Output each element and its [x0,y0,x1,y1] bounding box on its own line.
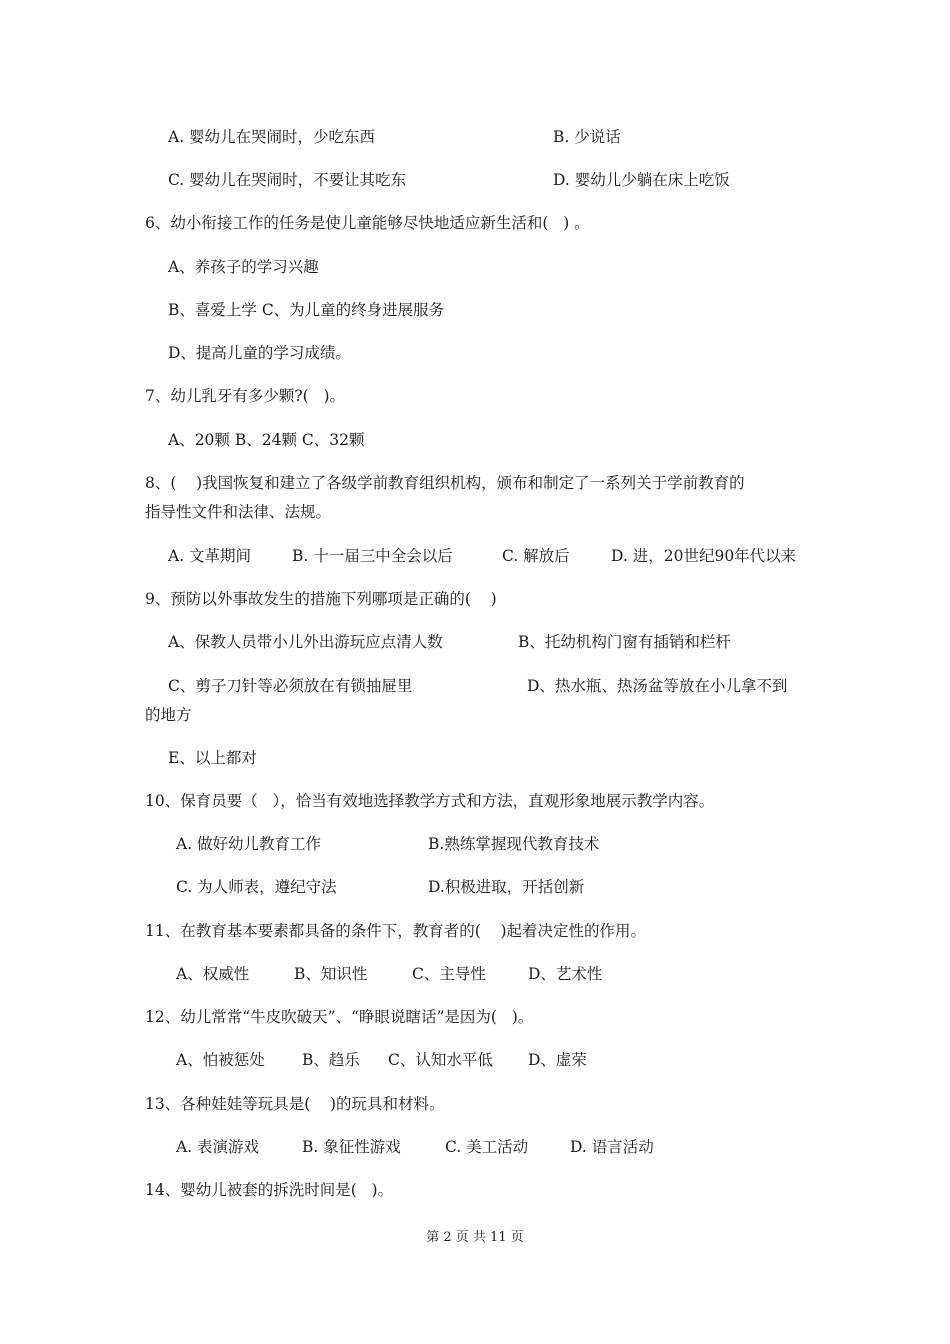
option-11a: A、权威性 [176,965,250,983]
option-11d: D、艺术性 [528,965,603,983]
option-8a: A. 文革期间 [168,547,252,565]
question-12: 12、幼儿常常“牛皮吹破天”、“睁眼说瞎话”是因为( )。 [145,1008,534,1026]
option-10d: D.积极进取，开括创新 [428,878,585,896]
option-6bc: B、喜爱上学 C、为儿童的终身进展服务 [168,301,445,319]
option-9b: B、托幼机构门窗有插销和栏杆 [518,633,731,651]
question-14: 14、婴幼儿被套的拆洗时间是( )。 [145,1181,394,1199]
option-13d: D. 语言活动 [570,1138,654,1156]
option-8c: C. 解放后 [502,547,570,565]
page-footer: 第 2 页 共 11 页 [426,1230,524,1245]
option-10a: A. 做好幼儿教育工作 [176,835,322,853]
option-12c: C、认知水平低 [388,1051,493,1069]
option-13c: C. 美工活动 [445,1138,529,1156]
option-10c: C. 为人师表，遵纪守法 [176,878,337,896]
question-8-cont: 指导性文件和法律、法规。 [145,503,332,521]
option-5d: D. 婴幼儿少躺在床上吃饭 [553,171,730,189]
question-13: 13、各种娃娃等玩具是( )的玩具和材料。 [145,1095,445,1113]
option-12b: B、趋乐 [302,1051,360,1069]
option-5b: B. 少说话 [553,128,621,146]
option-9d: D、热水瓶、热汤盆等放在小儿拿不到 [527,677,788,695]
option-9a: A、保教人员带小儿外出游玩应点清人数 [168,633,443,651]
question-7: 7、幼儿乳牙有多少颗?( )。 [145,387,346,405]
option-12a: A、怕被惩处 [176,1051,265,1069]
option-5a: A. 婴幼儿在哭闹时，少吃东西 [168,128,376,146]
question-9: 9、预防以外事故发生的措施下列哪项是正确的( ) [145,590,497,608]
option-5c: C. 婴幼儿在哭闹时，不要让其吃东 [168,171,407,189]
question-11: 11、在教育基本要素都具备的条件下，教育者的( )起着决定性的作用。 [145,922,647,940]
option-8d: D. 进，20世纪90年代以来 [611,547,797,565]
option-13b: B. 象征性游戏 [302,1138,401,1156]
option-12d: D、虚荣 [528,1051,587,1069]
option-13a: A. 表演游戏 [176,1138,260,1156]
option-8b: B. 十一届三中全会以后 [292,547,453,565]
option-9c: C、剪子刀针等必须放在有锁抽屉里 [168,677,413,695]
option-9d-cont: 的地方 [145,706,192,724]
option-11b: B、知识性 [294,965,368,983]
option-11c: C、主导性 [412,965,486,983]
option-6a: A、养孩子的学习兴趣 [168,258,319,276]
question-10: 10、保育员要（ ），恰当有效地选择教学方式和方法，直观形象地展示教学内容。 [145,792,715,810]
option-10b: B.熟练掌握现代教育技术 [428,835,600,853]
question-8: 8、( )我国恢复和建立了各级学前教育组织机构，颁布和制定了一系列关于学前教育的 [145,474,745,492]
question-6: 6、幼小衔接工作的任务是使儿童能够尽快地适应新生活和( ) 。 [145,214,590,232]
options-7: A、20颗 B、24颗 C、32颗 [168,431,365,449]
option-9e: E、以上都对 [168,749,257,767]
option-6d: D、提高儿童的学习成绩。 [168,344,351,362]
